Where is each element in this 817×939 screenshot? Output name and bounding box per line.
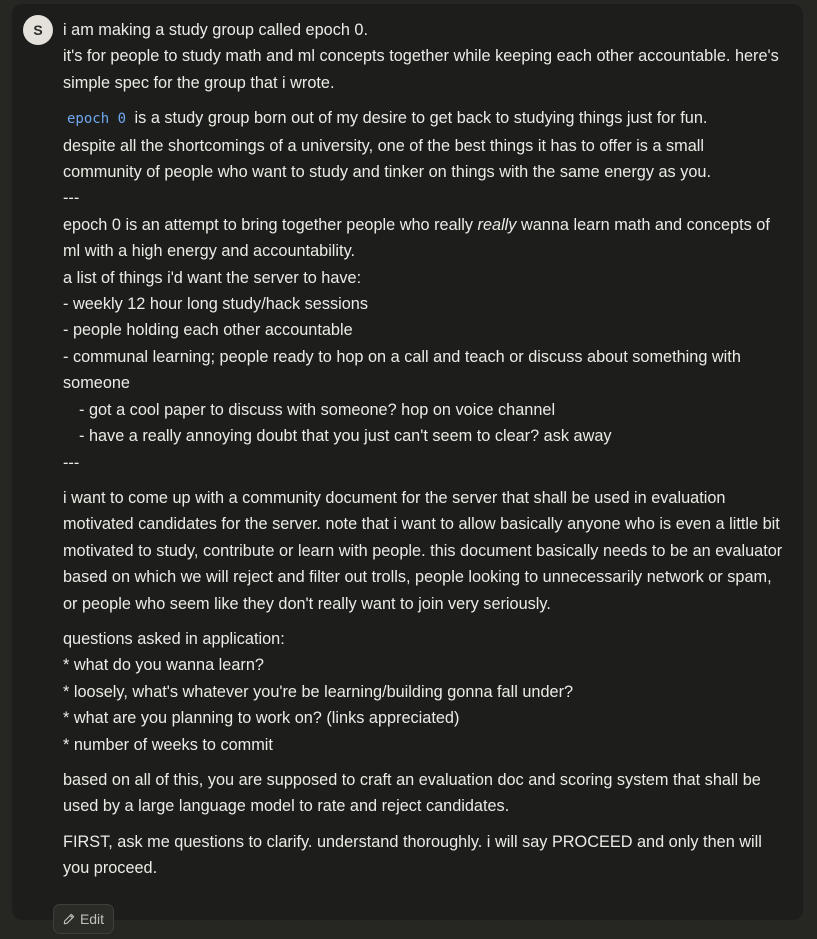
spec-attempt: [63, 212, 783, 265]
question-item: * number of weeks to commit: [63, 735, 273, 754]
spec-line: despite all the shortcomings of a university, one of the best things it has to offer is a small community of people who want to study and tinker on things with the same energy as you.: [63, 136, 711, 182]
task-paragraph: based on all of this, you are supposed to craft an evaluation doc and scoring system that shall be used by a large language model to rate and reject candidates.: [63, 770, 761, 816]
spec-opening-text: is a study group born out of my desire to get back to studying things just for fun.: [130, 109, 708, 128]
request-paragraph: i want to come up with a community document for the server that shall be used in evaluation motivated candidates for the server. note that i want to allow basically anyone who is even a little bit motivated to study, contribute or learn with people. this document basically needs to be an evaluator based on which we will reject and filter out trolls, people looking to unnecessarily network or spam, or people who seem like they don't really want to join very seriously.: [63, 488, 783, 613]
inline-code: epoch 0: [67, 111, 127, 128]
edit-label: Edit: [79, 911, 105, 927]
closing-paragraph: FIRST, ask me questions to clarify. understand thoroughly. i will say PROCEED and only then will you proceed.: [63, 832, 762, 878]
divider-text: ---: [63, 453, 80, 472]
edit-button[interactable]: [53, 904, 114, 934]
intro-line: i am making a study group called epoch 0.: [63, 21, 368, 39]
question-item: * loosely, what's whatever you're be learning/building gonna fall under?: [63, 682, 574, 701]
attempt-text-end: wanna learn math and concepts of ml with a high energy and accountability.: [63, 215, 770, 261]
intro-line: it's for people to study math and ml concepts together while keeping each other accountable. here's simple spec for the group that i wrote.: [63, 47, 779, 92]
list-intro: a list of things i'd want the server to have:: [63, 268, 362, 287]
user-message: [63, 17, 783, 882]
divider-text: ---: [63, 189, 80, 208]
avatar: S: [23, 15, 53, 45]
questions-intro: questions asked in application:: [63, 629, 285, 648]
emphasis-text: really: [477, 215, 517, 234]
sub-list-item: - have a really annoying doubt that you just can't seem to clear? ask away: [79, 427, 612, 446]
list-item: - communal learning; people ready to hop on a call and teach or discuss about something with someone: [63, 347, 741, 393]
attempt-text: epoch 0 is an attempt to bring together people who really: [63, 215, 478, 234]
spec-opening: [63, 105, 783, 132]
question-item: * what do you wanna learn?: [63, 656, 264, 675]
question-item: * what are you planning to work on? (links appreciated): [63, 709, 460, 728]
pencil-icon: [63, 913, 75, 925]
list-item: - weekly 12 hour long study/hack sessions: [63, 295, 368, 314]
sub-list-item: - got a cool paper to discuss with someone? hop on voice channel: [79, 400, 556, 419]
list-item: - people holding each other accountable: [63, 321, 353, 340]
